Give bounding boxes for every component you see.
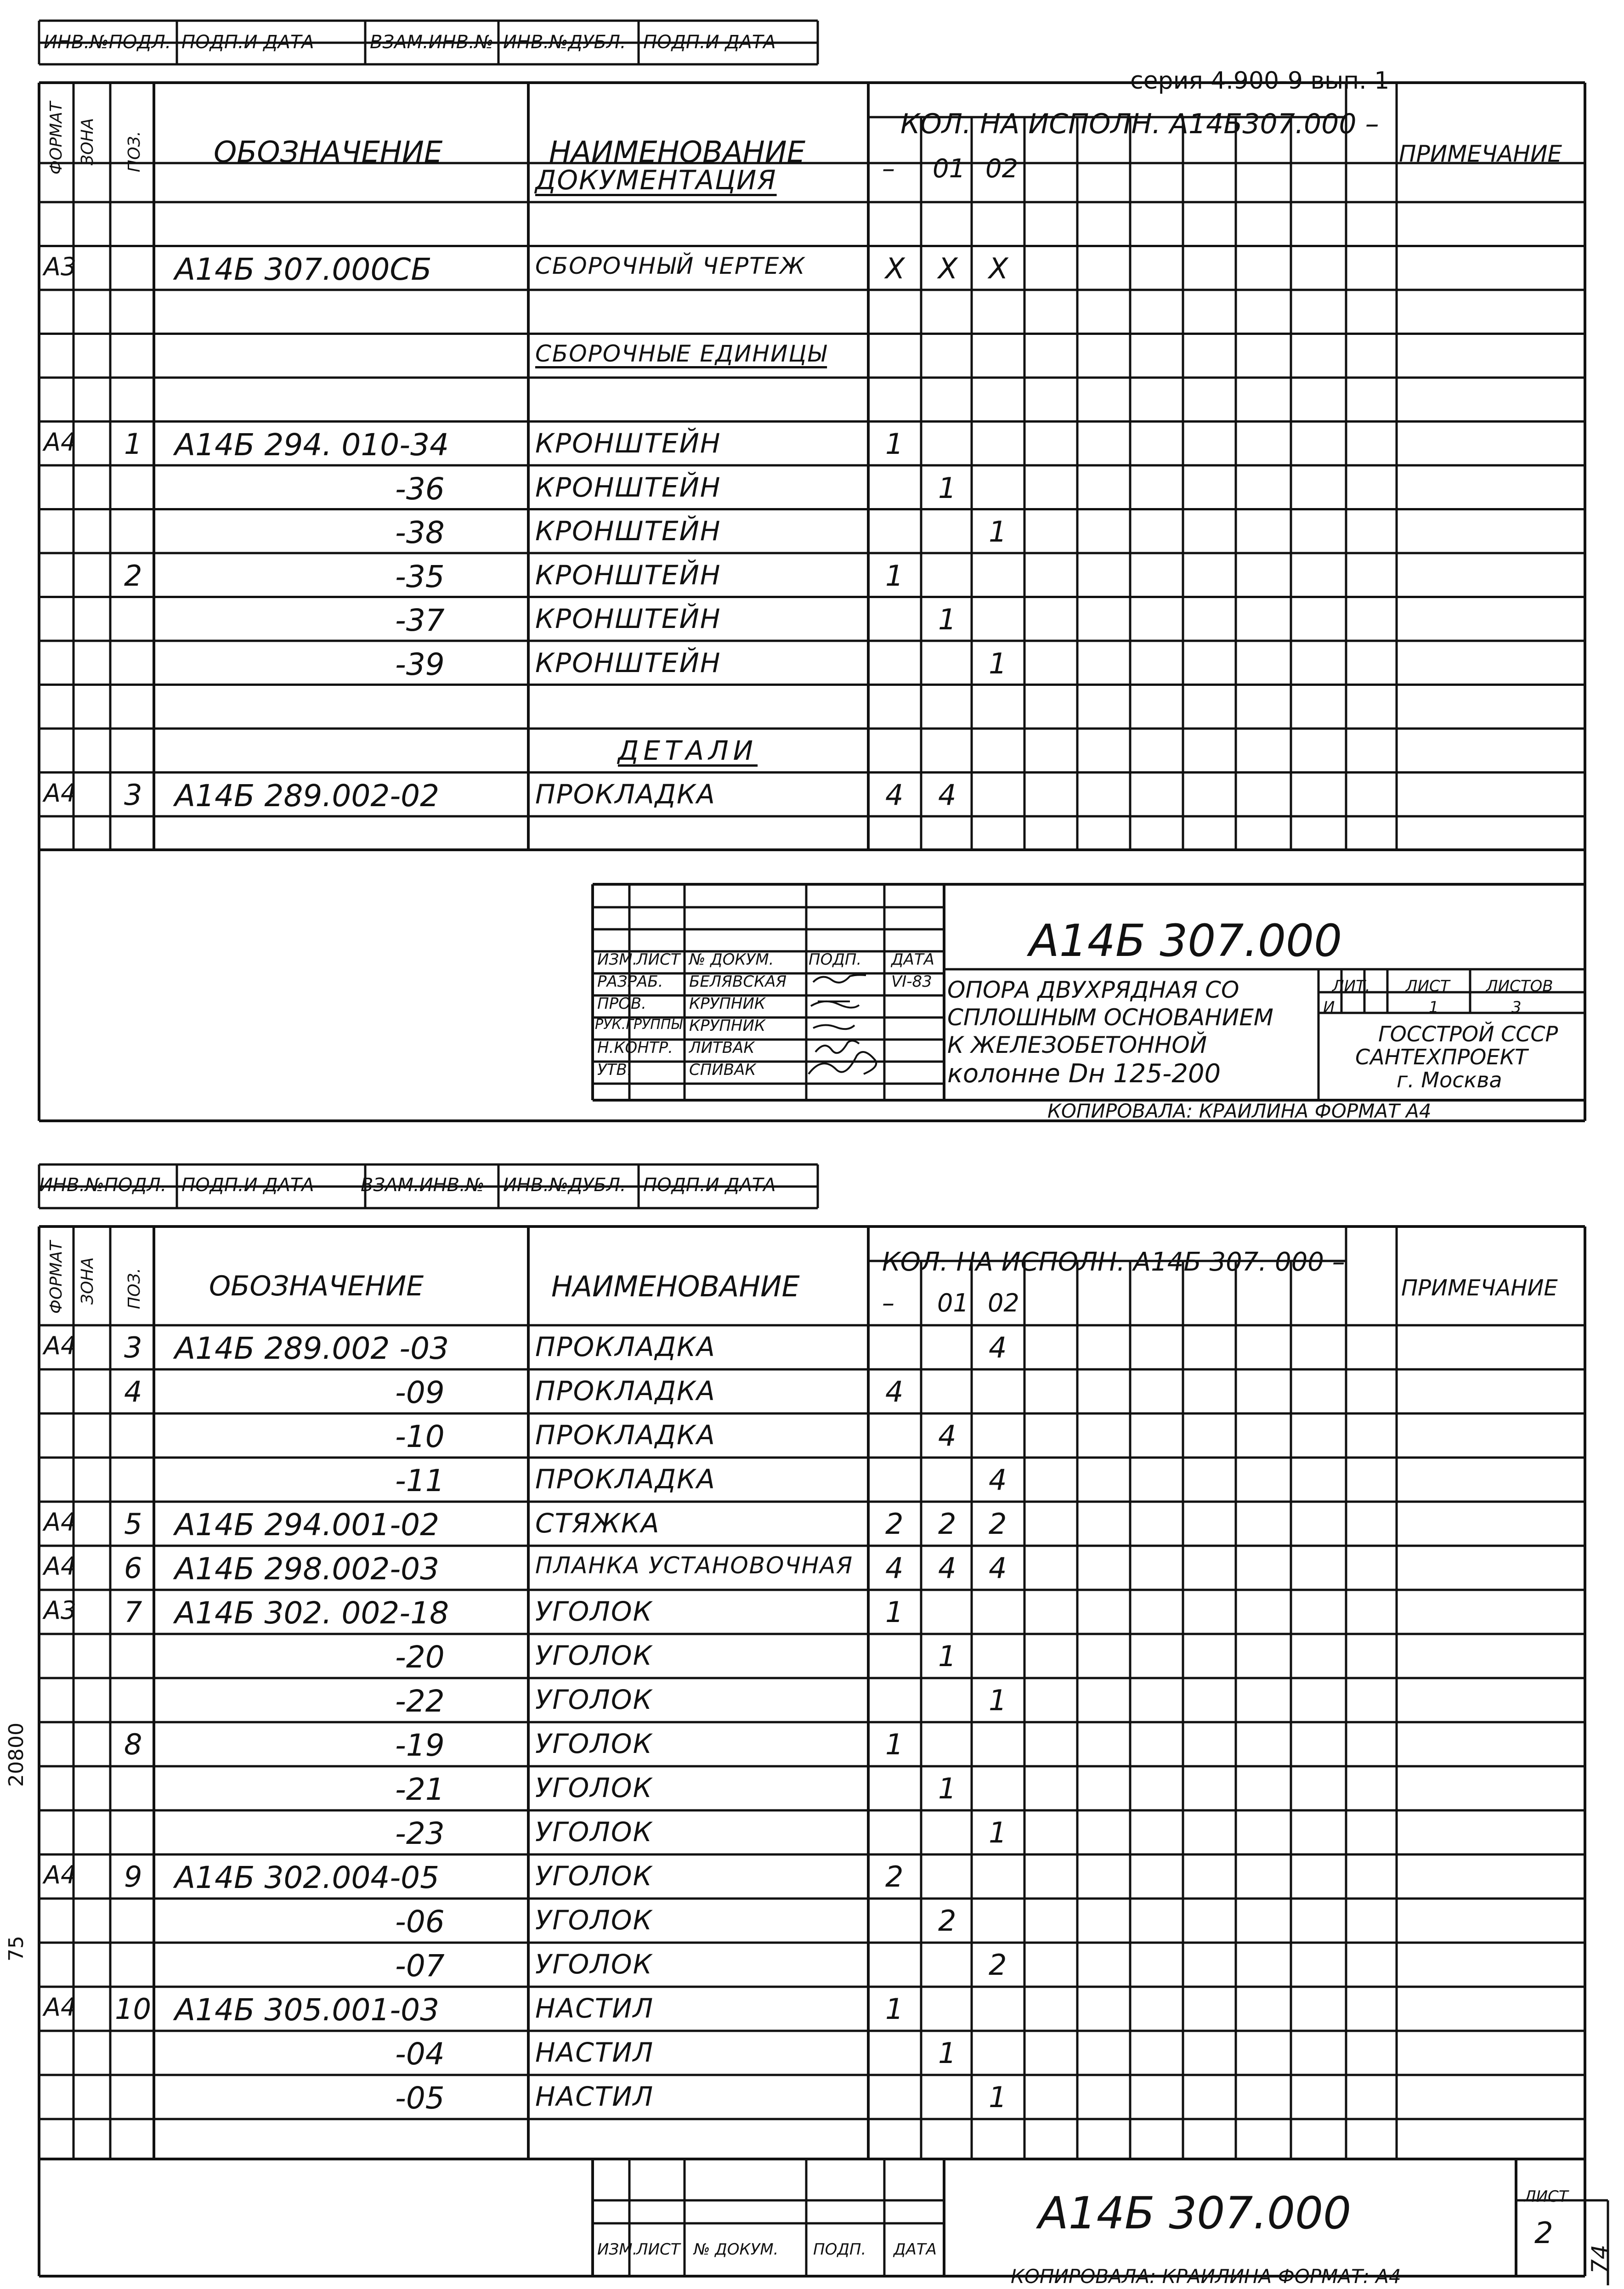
signer-name-4: ЛИТВАК xyxy=(689,1039,755,1057)
col-format-label: ФОРМАТ xyxy=(47,102,66,175)
row-qty-0: 4 xyxy=(885,1551,904,1585)
row-qty-2: 2 xyxy=(989,1507,1007,1541)
stamp-vzam-inv: ВЗАМ.ИНВ.№ xyxy=(370,32,494,53)
row-position: 5 xyxy=(124,1507,142,1541)
row-name: УГОЛОК xyxy=(535,1684,653,1715)
tb1-list: ЛИСТ xyxy=(636,950,680,969)
qty2-col-2: 02 xyxy=(988,1289,1019,1317)
row-name: УГОЛОК xyxy=(535,1596,653,1627)
qty-col-2: 02 xyxy=(985,154,1019,184)
row-designation: -21 xyxy=(395,1772,445,1807)
org-line-1: ГОССТРОЙ СССР xyxy=(1378,1022,1558,1046)
row-position: 8 xyxy=(124,1728,142,1761)
side-label-2: 75 xyxy=(5,1936,28,1961)
row-qty-0: 2 xyxy=(885,1860,904,1893)
stamp-inv-podl: ИНВ.№ПОДЛ. xyxy=(44,32,171,53)
row-position: 3 xyxy=(124,1331,142,1364)
row-name: УГОЛОК xyxy=(535,1949,653,1980)
row-position: 1 xyxy=(124,427,142,461)
row-format: А4 xyxy=(44,779,77,808)
row-designation: -10 xyxy=(395,1419,445,1454)
row-name: КРОНШТЕЙН xyxy=(535,428,721,459)
row-qty-0: 4 xyxy=(885,1375,904,1408)
row-designation: А14Б 302. 002-18 xyxy=(175,1595,449,1631)
sheets-value: 3 xyxy=(1511,998,1522,1017)
signer-name-2: КРУПНИК xyxy=(689,995,766,1013)
col2-name-label: НАИМЕНОВАНИЕ xyxy=(551,1270,800,1303)
title-line-2: СПЛОШНЫМ ОСНОВАНИЕМ xyxy=(947,1004,1273,1031)
row-qty-2: 4 xyxy=(989,1551,1007,1585)
row-name: ПРОКЛАДКА xyxy=(535,779,716,810)
signer-name-1: БЕЛЯВСКАЯ xyxy=(689,972,787,991)
row-name: УГОЛОК xyxy=(535,1860,653,1892)
row-qty-2: 1 xyxy=(989,515,1007,548)
signer-role-1: РАЗРАБ. xyxy=(597,972,663,991)
row-qty-1: 1 xyxy=(938,1772,956,1805)
col-zone-label: ЗОНА xyxy=(78,118,97,165)
row-qty-0: 1 xyxy=(885,427,904,461)
row-format: А4 xyxy=(44,428,77,457)
row-qty-0: 1 xyxy=(885,1595,904,1629)
row-qty-2: 2 xyxy=(989,1948,1007,1982)
side-label-1: 20800 xyxy=(5,1723,28,1787)
row-qty-1: 4 xyxy=(938,778,956,812)
tb1-ndok: № ДОКУМ. xyxy=(689,950,774,969)
row-designation: А14Б 298.002-03 xyxy=(175,1551,440,1587)
row-qty-1: 1 xyxy=(938,1639,956,1673)
lit-label: ЛИТ. xyxy=(1332,977,1370,995)
copied-by-1: КОПИРОВАЛА: КРАИЛИНА ФОРМАТ А4 xyxy=(1047,1100,1432,1122)
row-designation: -05 xyxy=(395,2080,445,2116)
row-qty-1: Х xyxy=(938,252,958,285)
row-name: НАСТИЛ xyxy=(535,2037,654,2068)
corner-page-number: 74 xyxy=(1587,2244,1613,2274)
signer-date-1: VI-83 xyxy=(891,972,932,991)
row-name: КРОНШТЕЙН xyxy=(535,647,721,678)
org-line-2: САНТЕХПРОЕКТ xyxy=(1355,1045,1528,1069)
tb1-podp: ПОДП. xyxy=(809,950,862,969)
qty2-col-1: 01 xyxy=(937,1289,969,1317)
stamp2-podp-data: ПОДП.И ДАТА xyxy=(181,1175,314,1196)
stamp-podp-data-2: ПОДП.И ДАТА xyxy=(643,32,776,53)
stamp2-inv-dubl: ИНВ.№ДУБЛ. xyxy=(503,1175,626,1196)
row-designation: -06 xyxy=(395,1904,445,1939)
tb2-izm: ИЗМ. xyxy=(597,2240,638,2259)
row-qty-2: 1 xyxy=(989,646,1007,680)
tb2-list: ЛИСТ xyxy=(636,2240,680,2259)
row-name: ДЕТАЛИ xyxy=(618,735,758,766)
row-designation: -36 xyxy=(395,471,445,507)
row-qty-2: 1 xyxy=(989,1816,1007,1849)
row-designation: -11 xyxy=(395,1463,445,1498)
row-qty-2: 4 xyxy=(989,1463,1007,1497)
row-format: А4 xyxy=(44,1508,77,1537)
row-format: А4 xyxy=(44,1552,77,1581)
row-position: 9 xyxy=(124,1860,142,1893)
row-qty-1: 4 xyxy=(938,1551,956,1585)
col2-note-label: ПРИМЕЧАНИЕ xyxy=(1401,1275,1558,1301)
row-name: КРОНШТЕЙН xyxy=(535,515,721,547)
sheet-value-1: 1 xyxy=(1429,998,1439,1017)
row-qty-1: 2 xyxy=(938,1507,956,1541)
row-qty-2: 1 xyxy=(989,2080,1007,2114)
row-designation: -38 xyxy=(395,515,445,550)
row-position: 6 xyxy=(124,1551,142,1585)
row-name: ПРОКЛАДКА xyxy=(535,1464,716,1495)
row-designation: -07 xyxy=(395,1948,445,1984)
col-pos-label: ПОЗ. xyxy=(125,131,144,172)
sheet-label-2: ЛИСТ xyxy=(1524,2187,1568,2206)
sheets-label: ЛИСТОВ xyxy=(1486,977,1553,995)
row-designation: А14Б 289.002-02 xyxy=(175,778,440,814)
row-qty-2: 1 xyxy=(989,1684,1007,1717)
row-designation: -19 xyxy=(395,1728,445,1763)
col2-zone-label: ЗОНА xyxy=(78,1257,97,1305)
row-name: ПЛАНКА УСТАНОВОЧНАЯ xyxy=(535,1552,854,1579)
row-position: 4 xyxy=(124,1375,142,1408)
row-name: ДОКУМЕНТАЦИЯ xyxy=(535,164,777,196)
row-designation: -37 xyxy=(395,603,445,638)
row-designation: А14Б 294.001-02 xyxy=(175,1507,440,1543)
tb1-izm: ИЗМ. xyxy=(597,950,638,969)
sheet-value-2: 2 xyxy=(1534,2216,1553,2250)
stamp-inv-dubl: ИНВ.№ДУБЛ. xyxy=(503,32,626,53)
row-designation: -20 xyxy=(395,1639,445,1675)
title-line-4: колонне Dн 125-200 xyxy=(947,1059,1221,1089)
col-note-label: ПРИМЕЧАНИЕ xyxy=(1399,141,1562,167)
qty2-title: КОЛ. НА ИСПОЛН. А14Б 307. 000 – xyxy=(882,1247,1345,1277)
stamp2-vzam-inv: ВЗАМ.ИНВ.№ xyxy=(361,1175,485,1196)
row-designation: А14Б 294. 010-34 xyxy=(175,427,449,463)
row-designation: А14Б 302.004-05 xyxy=(175,1860,440,1895)
col2-pos-label: ПОЗ. xyxy=(125,1268,144,1309)
tb1-data: ДАТА xyxy=(891,950,934,969)
row-qty-0: Х xyxy=(885,252,905,285)
col2-format-label: ФОРМАТ xyxy=(47,1241,66,1314)
row-designation: -39 xyxy=(395,646,445,682)
row-designation: А14Б 305.001-03 xyxy=(175,1992,440,2028)
tb2-data: ДАТА xyxy=(894,2240,937,2259)
row-format: А4 xyxy=(44,1993,77,2022)
row-name: УГОЛОК xyxy=(535,1728,653,1759)
row-name: КРОНШТЕЙН xyxy=(535,603,721,634)
row-format: А4 xyxy=(44,1860,77,1889)
row-qty-0: 1 xyxy=(885,559,904,593)
col2-designation-label: ОБОЗНАЧЕНИЕ xyxy=(209,1270,424,1302)
tb2-podp: ПОДП. xyxy=(813,2240,866,2259)
row-name: СБОРОЧНЫЙ ЧЕРТЕЖ xyxy=(535,253,806,279)
row-format: А3 xyxy=(44,252,77,281)
row-designation: -04 xyxy=(395,2036,445,2072)
series-label: серия 4.900-9 вып. 1 xyxy=(1130,67,1390,95)
row-name: СБОРОЧНЫЕ ЕДИНИЦЫ xyxy=(535,340,827,367)
row-name: УГОЛОК xyxy=(535,1640,653,1671)
row-qty-1: 1 xyxy=(938,471,956,505)
stamp-podp-data: ПОДП.И ДАТА xyxy=(181,32,314,53)
row-designation: -09 xyxy=(395,1375,445,1410)
row-position: 3 xyxy=(124,778,142,812)
row-position: 10 xyxy=(115,1992,151,2026)
row-qty-1: 2 xyxy=(938,1904,956,1938)
row-position: 7 xyxy=(124,1595,142,1629)
row-format: А4 xyxy=(44,1331,77,1360)
row-qty-1: 1 xyxy=(938,603,956,636)
row-qty-2: 4 xyxy=(989,1331,1007,1364)
qty2-col-0: – xyxy=(882,1289,894,1317)
sheet-label-1: ЛИСТ xyxy=(1406,977,1450,995)
row-name: ПРОКЛАДКА xyxy=(535,1375,716,1407)
row-designation: -23 xyxy=(395,1816,445,1851)
row-name: КРОНШТЕЙН xyxy=(535,471,721,503)
row-designation: А14Б 289.002 -03 xyxy=(175,1331,449,1366)
row-qty-0: 1 xyxy=(885,1728,904,1761)
tb2-ndok: № ДОКУМ. xyxy=(694,2240,779,2259)
qty-col-0: – xyxy=(882,154,895,184)
doc-number-2: А14Б 307.000 xyxy=(1038,2187,1352,2239)
row-name: КРОНШТЕЙН xyxy=(535,559,721,591)
row-designation: -35 xyxy=(395,559,445,594)
row-position: 2 xyxy=(124,559,142,593)
signer-role-2: ПРОВ. xyxy=(597,995,646,1013)
row-qty-2: Х xyxy=(989,252,1008,285)
row-name: УГОЛОК xyxy=(535,1772,653,1803)
signer-name-3: КРУПНИК xyxy=(689,1017,766,1035)
row-name: ПРОКЛАДКА xyxy=(535,1331,716,1362)
signer-role-4: Н.КОНТР. xyxy=(597,1039,673,1057)
signer-name-5: СПИВАК xyxy=(689,1061,756,1079)
row-qty-1: 1 xyxy=(938,2036,956,2070)
row-qty-0: 2 xyxy=(885,1507,904,1541)
title-line-1: ОПОРА ДВУХРЯДНАЯ СО xyxy=(947,977,1239,1003)
stamp2-podp-data-2: ПОДП.И ДАТА xyxy=(643,1175,776,1196)
lit-value: И xyxy=(1323,998,1335,1017)
signer-role-5: УТВ. xyxy=(597,1061,632,1079)
row-qty-0: 4 xyxy=(885,778,904,812)
row-name: НАСТИЛ xyxy=(535,1993,654,2024)
row-designation: -22 xyxy=(395,1684,445,1719)
col-designation-label: ОБОЗНАЧЕНИЕ xyxy=(214,136,443,170)
row-qty-1: 4 xyxy=(938,1419,956,1453)
signer-role-3: РУК.ГРУППЫ xyxy=(595,1017,682,1033)
copied-by-2: КОПИРОВАЛА: КРАИЛИНА ФОРМАТ: А4 xyxy=(1011,2265,1401,2288)
col-name-label: НАИМЕНОВАНИЕ xyxy=(549,136,806,170)
row-name: ПРОКЛАДКА xyxy=(535,1419,716,1451)
org-line-3: г. Москва xyxy=(1397,1068,1502,1092)
qty-col-1: 01 xyxy=(933,154,966,184)
row-format: А3 xyxy=(44,1596,77,1625)
row-name: УГОЛОК xyxy=(535,1905,653,1936)
row-name: НАСТИЛ xyxy=(535,2081,654,2112)
row-name: УГОЛОК xyxy=(535,1816,653,1848)
qty-title: КОЛ. НА ИСПОЛН. А14Б307.000 – xyxy=(900,108,1379,140)
doc-number-1: А14Б 307.000 xyxy=(1029,915,1342,966)
title-line-3: К ЖЕЛЕЗОБЕТОННОЙ xyxy=(947,1032,1207,1058)
row-qty-0: 1 xyxy=(885,1992,904,2026)
row-designation: А14Б 307.000СБ xyxy=(175,252,432,287)
row-name: СТЯЖКА xyxy=(535,1508,660,1539)
stamp2-inv-podl: ИНВ.№ПОДЛ. xyxy=(39,1175,167,1196)
